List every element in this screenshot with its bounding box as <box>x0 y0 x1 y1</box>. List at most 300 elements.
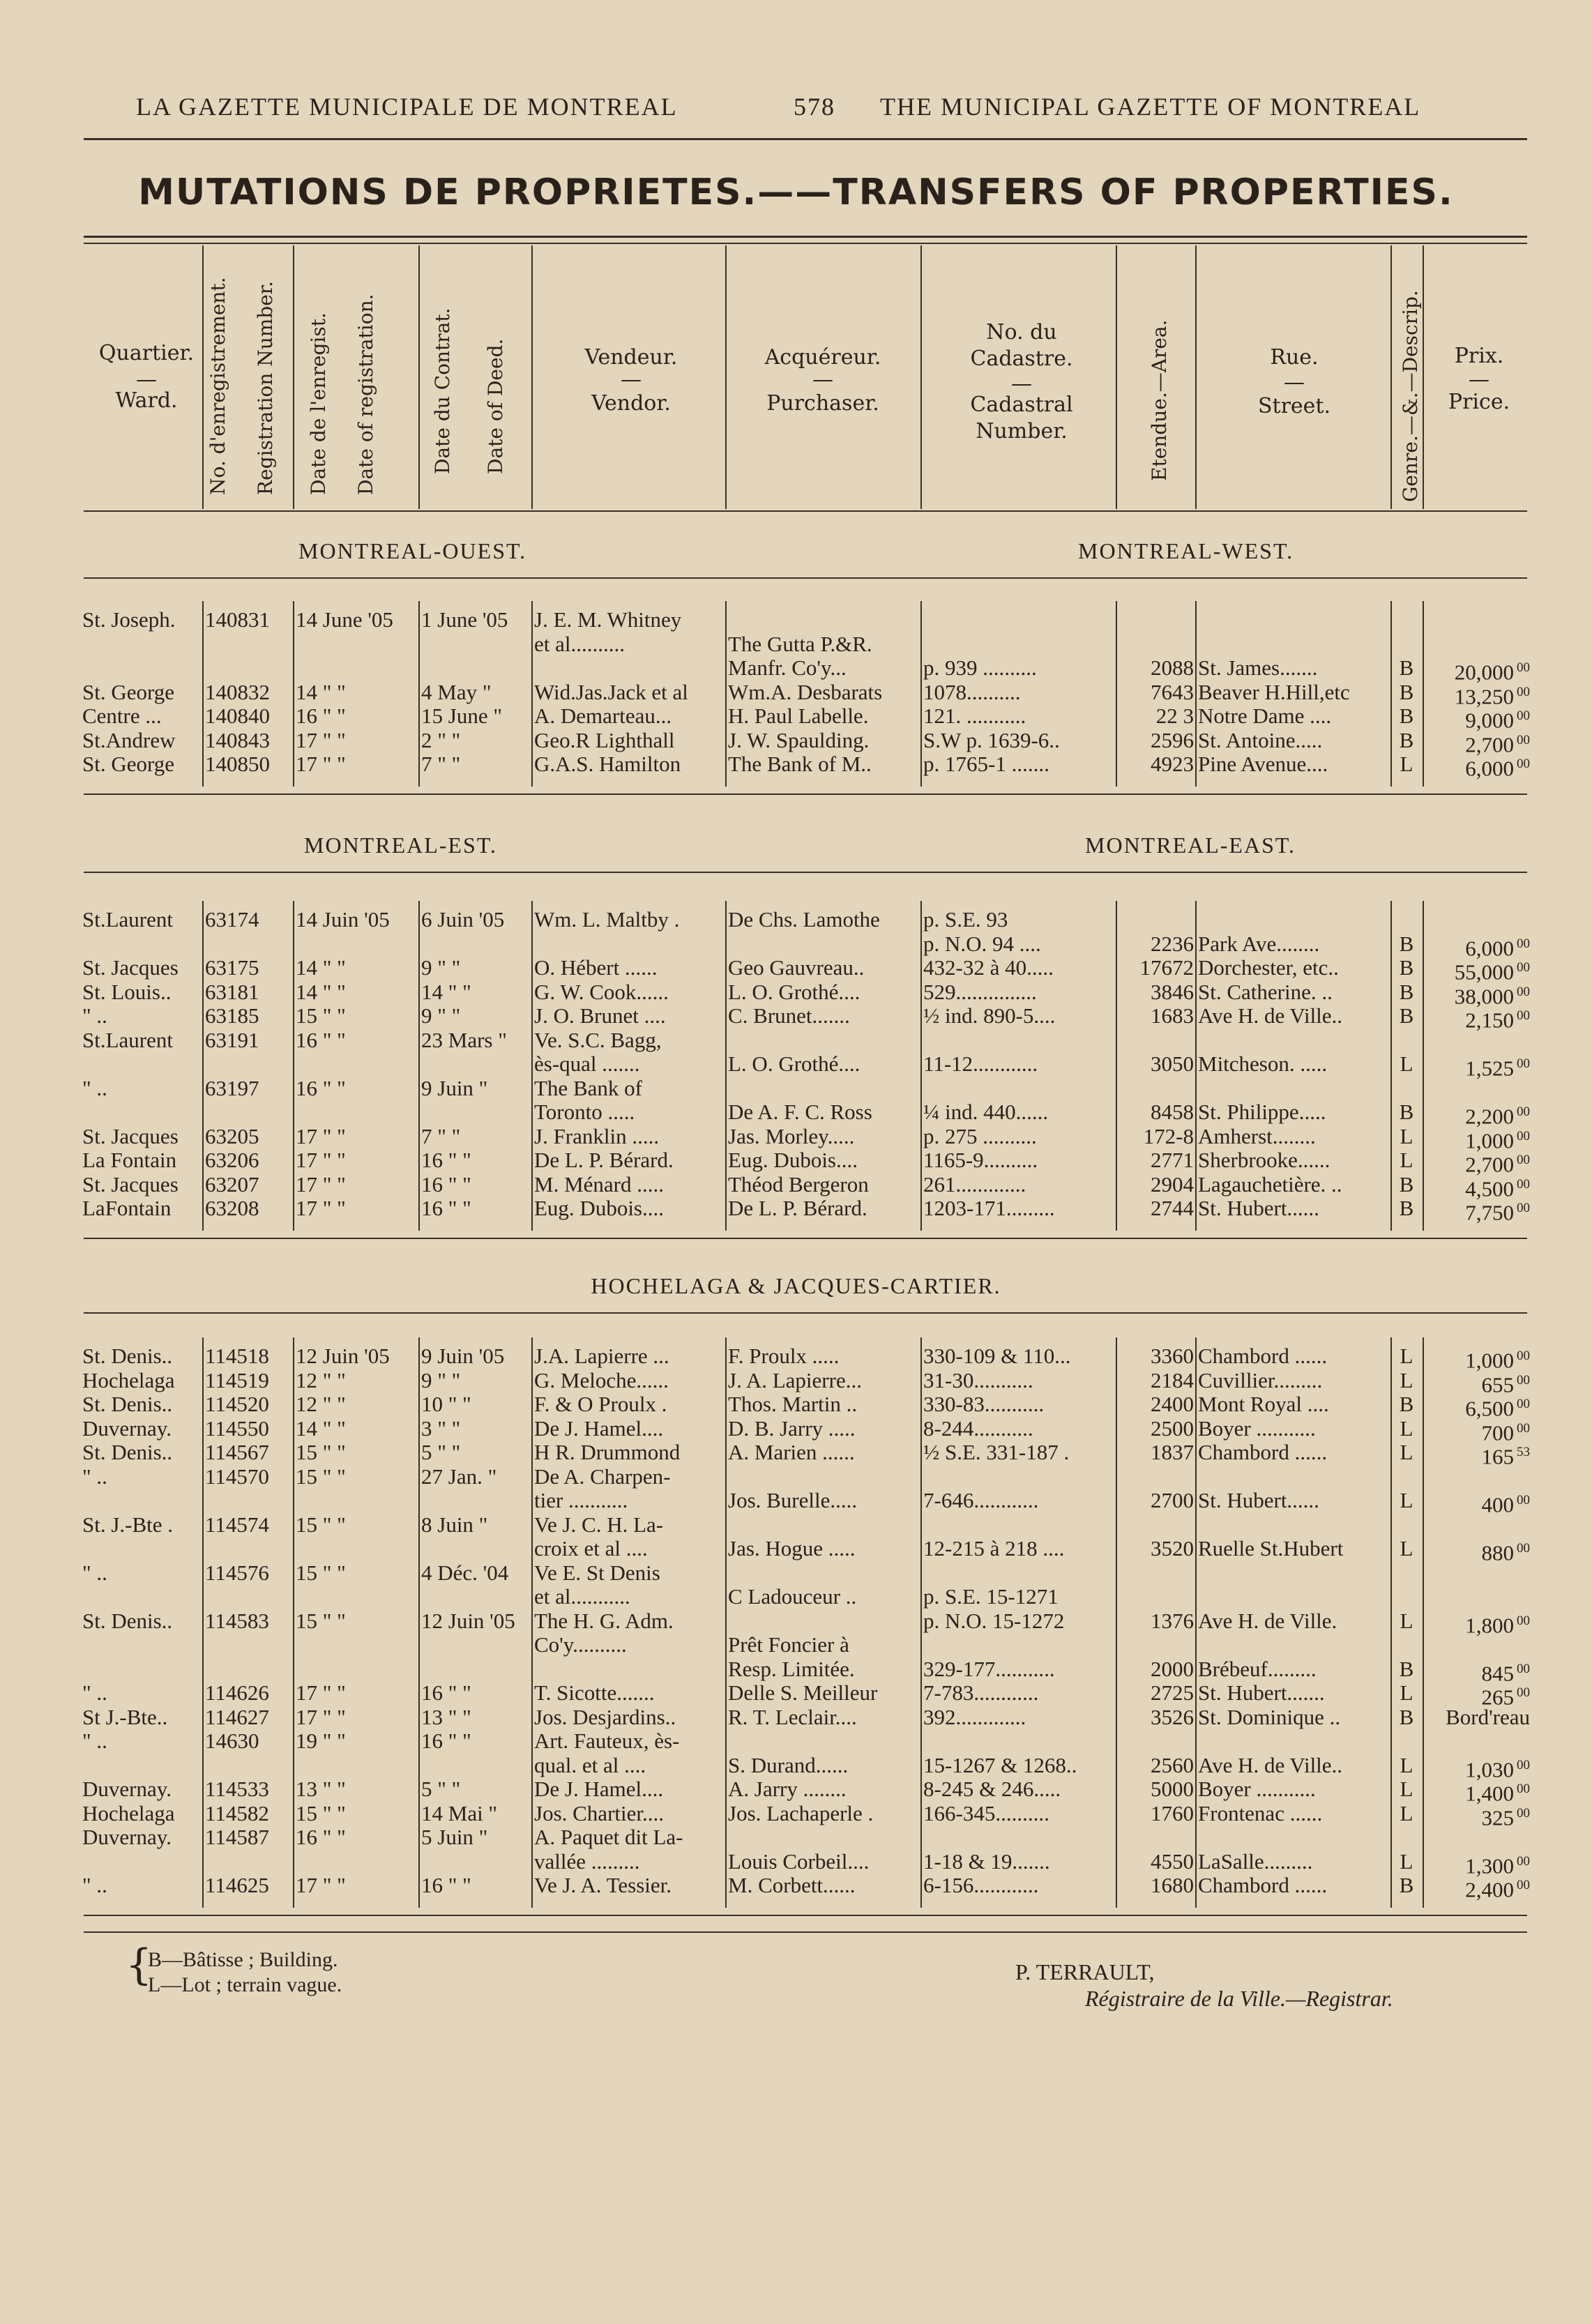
table-top-rule-2 <box>84 243 1527 244</box>
area-value: 2596 <box>1151 728 1194 752</box>
street-value: Chambord ...... <box>1198 1874 1328 1897</box>
purchaser-value: Eug. Dubois.... <box>728 1148 858 1172</box>
cell-ddate <box>421 1344 530 1368</box>
cell-ddate <box>421 729 530 752</box>
street-value: St. Hubert...... <box>1198 1489 1319 1512</box>
purchaser-value: A. Marien ...... <box>728 1441 855 1464</box>
cell-reg <box>205 1609 291 1633</box>
cell-ward <box>82 908 201 932</box>
genre-value: L <box>1400 1124 1413 1148</box>
cad-value: p. 939 .......... <box>923 656 1037 680</box>
column-rule <box>531 901 533 1231</box>
area-value: 3526 <box>1151 1705 1194 1729</box>
cell-cad <box>923 1369 1116 1392</box>
genre-value: B <box>1399 1197 1414 1220</box>
area-value: 8458 <box>1151 1100 1194 1124</box>
ward-value: La Fontain <box>82 1148 177 1172</box>
header-rule <box>84 138 1527 140</box>
cell-genre <box>1392 1100 1421 1124</box>
price-value: 6,000 <box>1465 756 1514 781</box>
ddate-value: 9 " " <box>421 1004 461 1028</box>
hdr-vrule <box>725 245 727 509</box>
reg-value: 114574 <box>205 1512 269 1537</box>
header-right: THE MUNICIPAL GAZETTE OF MONTREAL <box>880 93 1421 121</box>
price-value: 655 <box>1481 1372 1514 1397</box>
reg-value: 140831 <box>205 608 270 632</box>
cell-street <box>1198 956 1390 980</box>
legend-brace: { <box>126 1941 153 1989</box>
cell-area <box>1116 1197 1194 1220</box>
cell-street <box>1198 1802 1390 1825</box>
cell-cad <box>923 1874 1116 1897</box>
cell-cad <box>923 1777 1116 1801</box>
area-value: 2000 <box>1151 1657 1194 1681</box>
cell-rdate <box>296 1802 418 1825</box>
rdate-value: 14 June '05 <box>296 608 393 632</box>
ward-value: " .. <box>82 1681 107 1705</box>
rdate-value: 16 " " <box>296 704 346 728</box>
rdate-value: 15 " " <box>296 1801 346 1825</box>
ward-value: St.Laurent <box>82 1028 173 1052</box>
cell-area <box>1116 932 1194 956</box>
cell-genre <box>1392 1197 1421 1220</box>
cell-ward <box>82 1465 201 1489</box>
cell-vendor <box>534 1825 724 1849</box>
cell-vendor <box>534 1369 724 1392</box>
purchaser-value: C Ladouceur .. <box>728 1585 857 1609</box>
cell-genre <box>1392 1706 1421 1729</box>
cell-street <box>1198 1173 1390 1197</box>
ddate-value: 4 Déc. '04 <box>421 1560 509 1585</box>
cell-rdate <box>296 1148 418 1172</box>
ward-value: Duvernay. <box>82 1825 172 1849</box>
rdate-value: 17 " " <box>296 752 346 776</box>
vendor-value: J. O. Brunet .... <box>534 1004 666 1028</box>
price-value: 6,500 <box>1465 1396 1514 1421</box>
column-rule <box>725 901 727 1231</box>
cell-vendor <box>534 1513 724 1537</box>
cad-value: ½ S.E. 331-187 . <box>923 1441 1070 1464</box>
cell-reg <box>205 729 291 752</box>
section-title-fr: MONTREAL-EST. <box>304 833 497 858</box>
cell-ddate <box>421 1441 530 1464</box>
cell-genre <box>1392 729 1421 752</box>
rdate-value: 14 Juin '05 <box>296 908 390 932</box>
cad-value: 392............. <box>923 1705 1026 1729</box>
cell-ward <box>82 608 201 632</box>
column-rule <box>531 601 533 787</box>
column-rule <box>1195 901 1197 1231</box>
cell-rdate <box>296 980 418 1004</box>
cell-rdate <box>296 1561 418 1585</box>
cell-genre <box>1392 1802 1421 1825</box>
column-rule <box>293 1337 294 1908</box>
cell-genre <box>1392 1874 1421 1897</box>
vendor-value: M. Ménard ..... <box>534 1172 664 1197</box>
area-value: 2560 <box>1151 1753 1194 1777</box>
street-value: St. Catherine. .. <box>1198 980 1333 1004</box>
street-value: Boyer ........... <box>1198 1777 1316 1801</box>
purchaser-value: J. A. Lapierre... <box>728 1368 862 1392</box>
vendor-value: Ve J. A. Tessier. <box>534 1874 672 1897</box>
rdate-value: 17 " " <box>296 1705 346 1729</box>
column-rule <box>1423 901 1424 1231</box>
col-street-fr: Rue. <box>1270 345 1319 370</box>
column-rule <box>531 1337 533 1908</box>
cell-ddate <box>421 704 530 728</box>
col-area: Etendue.—Area. <box>1148 319 1171 481</box>
purchaser-value: Geo Gauvreau.. <box>728 956 865 980</box>
cell-vendor <box>534 1561 724 1585</box>
street-value: LaSalle......... <box>1198 1849 1313 1874</box>
genre-value: L <box>1400 1849 1413 1874</box>
cell-ward <box>82 729 201 752</box>
price-value: 400 <box>1481 1492 1514 1517</box>
ward-value: St. J.-Bte . <box>82 1512 174 1537</box>
cell-street <box>1198 1392 1390 1416</box>
ward-value: St. George <box>82 752 175 776</box>
cell-ddate <box>421 1729 530 1753</box>
cell-area <box>1116 1125 1194 1148</box>
cell-ward <box>82 1874 201 1897</box>
street-value: Chambord ...... <box>1198 1441 1328 1464</box>
ddate-value: 7 " " <box>421 1124 461 1148</box>
cell-vendor <box>534 1754 724 1777</box>
area-value: 1680 <box>1151 1874 1194 1897</box>
price-cents: 00 <box>1517 1128 1530 1144</box>
ward-value: St. Joseph. <box>82 608 176 632</box>
rdate-value: 15 " " <box>296 1512 346 1537</box>
cell-genre <box>1392 1754 1421 1777</box>
cell-area <box>1116 956 1194 980</box>
reg-value: 114625 <box>205 1874 269 1897</box>
reg-value: 140843 <box>205 728 270 752</box>
price-cents: 00 <box>1517 984 1530 999</box>
reg-value: 14630 <box>205 1729 259 1753</box>
vendor-value: T. Sicotte....... <box>534 1681 655 1705</box>
col-cadastre-dash: — <box>1011 372 1032 396</box>
area-value: 17672 <box>1139 956 1194 980</box>
reg-value: 140840 <box>205 704 270 728</box>
cell-rdate <box>296 729 418 752</box>
section-bottom-rule <box>84 793 1527 795</box>
genre-value: B <box>1399 680 1414 704</box>
cell-cad <box>923 956 1116 980</box>
cad-value: 6-156............ <box>923 1874 1039 1897</box>
cell-vendor <box>534 1681 724 1705</box>
vendor-value: Geo.R Lighthall <box>534 728 675 752</box>
vendor-value: croix et al .... <box>534 1537 648 1560</box>
cell-area <box>1116 1004 1194 1028</box>
area-value: 2184 <box>1151 1368 1194 1392</box>
cell-rdate <box>296 1173 418 1197</box>
reg-value: 114519 <box>205 1368 269 1392</box>
cell-ddate <box>421 1197 530 1220</box>
price-value: Bord'reau <box>1446 1705 1530 1729</box>
purchaser-value: Jos. Lachaperle . <box>728 1801 874 1825</box>
cell-area <box>1116 1777 1194 1801</box>
cell-reg <box>205 1465 291 1489</box>
cell-area <box>1116 1052 1194 1076</box>
price-cents: 00 <box>1517 1397 1530 1411</box>
purchaser-value: Jas. Hogue ..... <box>728 1537 856 1560</box>
column-rule <box>1423 601 1424 787</box>
street-value: Sherbrooke...... <box>1198 1148 1331 1172</box>
cell-rdate <box>296 1681 418 1705</box>
purchaser-value: A. Jarry ........ <box>728 1777 847 1801</box>
cell-price <box>1425 1004 1530 1032</box>
rdate-value: 14 " " <box>296 680 346 704</box>
cell-vendor <box>534 729 724 752</box>
vendor-value: G. Meloche...... <box>534 1368 669 1392</box>
rdate-value: 15 " " <box>296 1609 346 1633</box>
cell-vendor <box>534 1417 724 1441</box>
cell-purchaser <box>728 1850 920 1874</box>
cell-cad <box>923 1754 1116 1777</box>
vendor-value: Art. Fauteux, ès- <box>534 1729 680 1753</box>
purchaser-value: Thos. Martin .. <box>728 1392 858 1416</box>
cell-street <box>1198 729 1390 752</box>
vendor-value: vallée ......... <box>534 1849 640 1874</box>
genre-value: B <box>1399 1100 1414 1124</box>
cell-reg <box>205 1777 291 1801</box>
cad-value: ½ ind. 890-5.... <box>923 1004 1056 1028</box>
cell-cad <box>923 1173 1116 1197</box>
purchaser-value: D. B. Jarry ..... <box>728 1416 856 1441</box>
reg-value: 140850 <box>205 752 270 776</box>
price-value: 2,150 <box>1465 1008 1514 1033</box>
street-value: Chambord ...... <box>1198 1344 1328 1368</box>
col-ward-fr: Quartier. <box>98 341 195 365</box>
cad-value: 31-30........... <box>923 1368 1033 1392</box>
cell-genre <box>1392 1148 1421 1172</box>
cad-value: 7-646............ <box>923 1489 1039 1512</box>
cell-cad <box>923 1706 1116 1729</box>
ddate-value: 14 Mai " <box>421 1801 498 1825</box>
cell-cad <box>923 1417 1116 1441</box>
purchaser-value: R. T. Leclair.... <box>728 1705 857 1729</box>
ward-value: " .. <box>82 1076 107 1100</box>
ward-value: Hochelaga <box>82 1801 175 1825</box>
cell-genre <box>1392 1344 1421 1368</box>
cell-purchaser <box>728 1489 920 1512</box>
cell-ward <box>82 1777 201 1801</box>
col-purchaser-en: Purchaser. <box>766 391 879 416</box>
cell-reg <box>205 1417 291 1441</box>
cell-rdate <box>296 681 418 704</box>
genre-value: L <box>1400 1368 1413 1392</box>
cad-value: 261............. <box>923 1172 1026 1197</box>
ddate-value: 5 Juin " <box>421 1825 488 1849</box>
price-value: 2,700 <box>1465 1152 1514 1177</box>
reg-value: 114626 <box>205 1681 269 1705</box>
vendor-value: Wm. L. Maltby . <box>534 908 680 932</box>
cad-value: 432-32 à 40..... <box>923 956 1054 980</box>
cell-rdate <box>296 752 418 776</box>
cell-purchaser <box>728 1197 920 1220</box>
cell-vendor <box>534 1148 724 1172</box>
cell-ddate <box>421 1825 530 1849</box>
cell-purchaser <box>728 1173 920 1197</box>
rdate-value: 15 " " <box>296 1441 346 1464</box>
cell-vendor <box>534 632 724 656</box>
area-value: 3520 <box>1151 1537 1194 1560</box>
cell-street <box>1198 1489 1390 1512</box>
col-regdate-en: Date of registration. <box>354 294 377 495</box>
cell-cad <box>923 1802 1116 1825</box>
area-value: 4550 <box>1151 1849 1194 1874</box>
price-value: 1,300 <box>1465 1853 1514 1878</box>
price-cents: 00 <box>1517 1176 1530 1192</box>
reg-value: 63174 <box>205 908 259 932</box>
cell-purchaser <box>728 980 920 1004</box>
cell-genre <box>1392 1417 1421 1441</box>
street-value: Ave H. de Ville.. <box>1198 1753 1343 1777</box>
hdr-vrule <box>202 245 204 509</box>
cell-cad <box>923 681 1116 704</box>
cell-rdate <box>296 1513 418 1537</box>
cell-street <box>1198 1609 1390 1633</box>
cell-genre <box>1392 681 1421 704</box>
col-regdate-fr: Date de l'enregist. <box>307 312 330 495</box>
hdr-vrule <box>1116 245 1117 509</box>
price-cents: 00 <box>1517 1757 1530 1772</box>
cad-value: 1203-171......... <box>923 1197 1055 1220</box>
col-vendor-fr: Vendeur. <box>584 345 678 370</box>
cell-reg <box>205 1344 291 1368</box>
price-value: 7,750 <box>1465 1200 1514 1225</box>
cell-vendor <box>534 1777 724 1801</box>
price-cents: 00 <box>1517 1372 1530 1388</box>
price-cents: 53 <box>1517 1445 1530 1459</box>
cell-cad <box>923 1609 1116 1633</box>
cell-ddate <box>421 1465 530 1489</box>
ward-value: St. Denis.. <box>82 1344 173 1368</box>
genre-value: L <box>1400 1801 1413 1825</box>
cell-vendor <box>534 980 724 1004</box>
legend-lot: L—Lot ; terrain vague. <box>148 1973 342 1996</box>
cell-ddate <box>421 908 530 932</box>
price-cents: 00 <box>1517 1853 1530 1869</box>
cell-ward <box>82 1028 201 1052</box>
vendor-value: G.A.S. Hamilton <box>534 752 681 776</box>
reg-value: 140832 <box>205 680 270 704</box>
genre-value: L <box>1400 1344 1413 1368</box>
ward-value: St. Denis.. <box>82 1392 173 1416</box>
col-ward-en: Ward. <box>115 388 178 413</box>
street-value: Cuvillier......... <box>1198 1368 1323 1392</box>
street-value: St. Antoine..... <box>1198 728 1323 752</box>
cell-ward <box>82 1344 201 1368</box>
cad-value: 529............... <box>923 980 1037 1004</box>
street-value: Ave H. de Ville.. <box>1198 1004 1343 1028</box>
genre-value: B <box>1399 704 1414 728</box>
genre-value: B <box>1399 1874 1414 1897</box>
cell-genre <box>1392 1125 1421 1148</box>
cell-vendor <box>534 1028 724 1052</box>
cell-reg <box>205 1077 291 1100</box>
cell-ddate <box>421 980 530 1004</box>
cell-area <box>1116 1681 1194 1705</box>
rdate-value: 17 " " <box>296 1681 346 1705</box>
hdr-vrule <box>920 245 922 509</box>
cell-genre <box>1392 752 1421 776</box>
purchaser-value: The Bank of M.. <box>728 752 872 776</box>
cell-ddate <box>421 681 530 704</box>
reg-value: 63191 <box>205 1028 259 1052</box>
rdate-value: 14 " " <box>296 1416 346 1441</box>
rdate-value: 14 " " <box>296 980 346 1004</box>
reg-value: 114570 <box>205 1464 269 1489</box>
hdr-vrule <box>1390 245 1392 509</box>
cell-purchaser <box>728 956 920 980</box>
hdr-vrule <box>293 245 294 509</box>
cell-rdate <box>296 1344 418 1368</box>
vendor-value: Eug. Dubois.... <box>534 1197 664 1220</box>
cell-reg <box>205 908 291 932</box>
purchaser-value: H. Paul Labelle. <box>728 704 869 728</box>
cell-cad <box>923 1125 1116 1148</box>
cell-genre <box>1392 1657 1421 1681</box>
cell-rdate <box>296 1028 418 1052</box>
purchaser-value: De L. P. Bérard. <box>728 1197 867 1220</box>
price-cents: 00 <box>1517 1349 1530 1363</box>
cad-value: ¼ ind. 440...... <box>923 1100 1049 1124</box>
price-cents: 00 <box>1517 1201 1530 1215</box>
cell-vendor <box>534 1489 724 1512</box>
ddate-value: 5 " " <box>421 1441 461 1464</box>
section-rule <box>84 577 1527 579</box>
cell-rdate <box>296 608 418 632</box>
cell-ddate <box>421 608 530 632</box>
price-cents: 00 <box>1517 1878 1530 1892</box>
area-value: 7643 <box>1151 680 1194 704</box>
area-value: 22 3 <box>1155 704 1194 728</box>
area-value: 2236 <box>1151 932 1194 956</box>
cell-area <box>1116 1706 1194 1729</box>
area-value: 2500 <box>1151 1416 1194 1441</box>
cell-rdate <box>296 704 418 728</box>
price-cents: 00 <box>1517 960 1530 975</box>
rdate-value: 15 " " <box>296 1464 346 1489</box>
cell-reg <box>205 681 291 704</box>
cell-vendor <box>534 681 724 704</box>
cell-area <box>1116 1754 1194 1777</box>
cell-vendor <box>534 1004 724 1028</box>
cell-reg <box>205 1148 291 1172</box>
cell-purchaser <box>728 1777 920 1801</box>
ward-value: St. Jacques <box>82 1124 179 1148</box>
rdate-value: 19 " " <box>296 1729 346 1753</box>
cell-price <box>1425 752 1530 780</box>
cell-ward <box>82 1729 201 1753</box>
vendor-value: A. Demarteau... <box>534 704 672 728</box>
price-value: 1,400 <box>1465 1781 1514 1806</box>
cell-reg <box>205 1197 291 1220</box>
genre-value: L <box>1400 1489 1413 1512</box>
price-value: 2,400 <box>1465 1877 1514 1902</box>
ward-value: LaFontain <box>82 1197 172 1220</box>
vendor-value: Toronto ..... <box>534 1100 635 1124</box>
cell-ddate <box>421 752 530 776</box>
vendor-value: A. Paquet dit La- <box>534 1825 683 1849</box>
vendor-value: J.A. Lapierre ... <box>534 1344 669 1368</box>
area-value: 1837 <box>1151 1441 1194 1464</box>
ddate-value: 5 " " <box>421 1777 461 1801</box>
ddate-value: 15 June " <box>421 704 502 728</box>
rdate-value: 12 " " <box>296 1392 346 1416</box>
ddate-value: 9 " " <box>421 1368 461 1392</box>
